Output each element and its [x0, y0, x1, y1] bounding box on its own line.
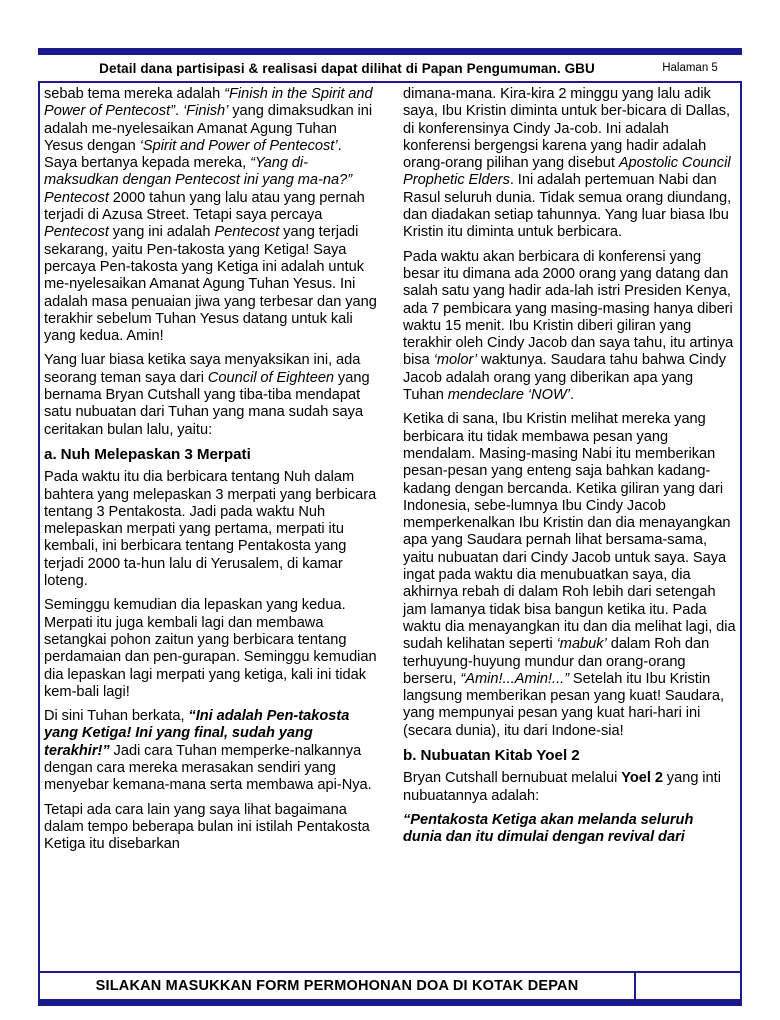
header-page-number: Halaman 5 [662, 62, 718, 74]
right-column-text-run: dimana-mana. Kira-kira 2 minggu yang lalu adik saya, Ibu Kristin diminta untuk ber-bicara di Dallas, di konferensinya Cindy Ja-cob. Ini adalah konferensi bergengsi karena yang hadir adalah orang-orang pilihan yang disebut [403, 86, 731, 172]
left-column-text-run: Tetapi ada cara lain yang saya lihat bagaimana dalam tempo beberapa bulan ini istilah Pentakosta Ketiga itu disebarkan [44, 801, 370, 853]
left-column-paragraph [44, 597, 377, 701]
left-column-text-run: Pada waktu itu dia berbicara tentang Nuh dalam bahtera yang melepaskan 3 merpati yang berbicara tentang 3 Pentakosta. Jadi pada waktu Nuh melepaskan merpati yang pertama, merpati itu kembali, ini berbicara tentang Pentakosta yang terjadi 2000 ta-hun lalu di Yerusalem, di kamar loteng. [44, 469, 377, 590]
right-column-paragraph [403, 770, 736, 805]
left-column-text-run: Pentecost [44, 224, 109, 241]
left-column-paragraph [44, 802, 377, 854]
right-column-paragraph [403, 812, 736, 847]
footer-notice: SILAKAN MASUKKAN FORM PERMOHONAN DOA DI KOTAK DEPAN [95, 978, 579, 994]
right-column-text-run: . [569, 387, 575, 404]
left-column-text-run: “Finish in the Spirit and Power of Pentecost” [44, 86, 373, 120]
left-column-text-run: Seminggu kemudian dia lepaskan yang kedua. Merpati itu juga kembali lagi dan membawa setangkai pohon zaitun yang berbicara tentang perdamaian dan pen-gurapan. Seminggu kemudian dia lepaskan lagi merpati yang ketiga, kali ini tidak kem-bali lagi! [44, 597, 377, 700]
header-top-rule [38, 48, 742, 55]
right-column-paragraph [403, 86, 736, 242]
left-column-text-run: “Yang di-maksudkan dengan Pentecost ini yang ma-na?” [44, 155, 353, 189]
left-column-text-run: . [175, 103, 183, 120]
right-column-text-run: dalam Roh dan terhuyung-huyung mundur dan orang-orang berseru, [403, 636, 710, 687]
left-column-text-run: Pentecost [44, 189, 109, 206]
right-column-text-run: Setelah itu Ibu Kristin langsung memberikan pesan yang kuat! Saudara, yang mempunyai pesan yang kuat hari-hari ini (secara dunia), itu dari Indone-sia! [403, 670, 725, 739]
right-column-text-run: Pada waktu akan berbicara di konferensi yang besar itu dimana ada 2000 orang yang datang dan salah satu yang hadir ada-lah istri Presiden Kenya, ada 7 pembicara yang masing-masing hanya diberi waktu 15 menit. Ibu Kristin diberi giliran yang terakhir oleh Cindy Jacob dan saya tahu, itu artinya bisa [403, 248, 734, 369]
left-column-text-run: Council of Eighteen [207, 369, 335, 386]
right-column [399, 86, 740, 971]
left-column-text-run: Di sini Tuhan berkata, [44, 708, 189, 725]
left-column-text-run: yang bernama Bryan Cutshall yang tiba-tiba mendapat satu nubuatan dari Tuhan yang mana sudah saya ceritakan bulan lalu, yaitu: [44, 369, 370, 438]
right-column-text-run: Ketika di sana, Ibu Kristin melihat mereka yang berbicara itu tidak membawa pesan yang mendalam. Masing-masing Nabi itu memberikan pesan-pesan yang enteng saja bahkan kadang-kadang dengan bercanda. Ketika giliran yang dari Indonesia, sebe-lumnya Ibu Cindy Jacob memperkenalkan Ibu Kristin dan dia menayangkan apa yang Saudara pernah lihat bersama-sama, yaitu nubuatan dari Cindy Jacob untuk saya. Saya ingat pada waktu dia menubuatkan saya, dia akhirnya rebah di dalam Roh lebih dari setengah jam lamanya tidak bisa bangun ketika itu. Pada waktu dia menayangkan itu dan dia melihat lagi, dia sudah kelihatan seperti [403, 411, 736, 653]
left-column-text-run: yang dimaksudkan ini adalah me-nyelesaikan Amanat Agung Tuhan Yesus dengan [44, 103, 373, 154]
right-column-text-run: Apostolic Council Prophetic Elders [403, 155, 731, 189]
right-column-text-run: “Amin!...Amin!...” [460, 670, 570, 687]
left-column-text-run: yang terjadi sekarang, yaitu Pen-takosta yang Ketiga! Saya percaya Pen-takosta yang Ketiga ini adalah untuk me-nyelesaikan Amanat Agung Tuhan Yesus. Ini adalah masa penuaian jiwa yang terbesar dan yang terakhir sebelum Tuhan Yesus datang untuk kali yang kedua. Amin! [44, 224, 377, 345]
footer-box [38, 971, 742, 1001]
left-column-text-run: ‘Spirit and Power of Pentecost’ [139, 137, 338, 154]
right-column-text-run: ‘molor’ [433, 352, 478, 369]
left-column-paragraph [44, 708, 377, 794]
header-title: Detail dana partisipasi & realisasi dapat dilihat di Papan Pengumuman. GBU [99, 60, 595, 76]
left-column-text-run: yang ini adalah [108, 224, 215, 241]
right-column-text-run: yang inti nubuatannya adalah: [403, 770, 721, 804]
left-column-paragraph [44, 86, 377, 345]
right-column-text-run: ‘mabuk’ [556, 636, 607, 653]
left-column-text-run: 2000 tahun yang lalu atau yang pernah terjadi di Azusa Street. Tetapi saya percaya [44, 189, 365, 224]
left-column-paragraph [44, 469, 377, 590]
right-column-text-run: Yoel 2 [621, 770, 663, 787]
right-column-text-run: waktunya. Saudara tahu bahwa Cindy Jacob adalah orang yang diberikan apa yang Tuhan [403, 352, 727, 404]
right-column-subheading [403, 747, 736, 764]
left-column-text-run: sebab tema mereka adalah [44, 86, 225, 102]
left-column-paragraph [44, 352, 377, 438]
page-header [38, 55, 742, 81]
left-column-text-run: a. Nuh Melepaskan 3 Merpati [44, 445, 251, 463]
left-column-text-run: . Saya bertanya kepada mereka, [44, 137, 342, 172]
right-column-paragraph [403, 411, 736, 740]
footer-spacer-cell [634, 973, 740, 999]
article-body [40, 86, 740, 971]
left-column-text-run: Jadi cara Tuhan memperke-nalkannya dengan cara mereka merasakan sendiri yang menyebar kemana-mana serta membawa api-Nya. [44, 742, 372, 794]
left-column-text-run: ‘Finish’ [182, 103, 229, 120]
left-column-subheading [44, 446, 377, 463]
left-column-text-run: Pentecost [214, 224, 280, 241]
right-column-text-run: b. Nubuatan Kitab Yoel 2 [403, 746, 580, 764]
right-column-text-run: “Pentakosta Ketiga akan melanda seluruh dunia dan itu dimulai dengan revival dari [403, 811, 694, 846]
left-column-text-run: Yang luar biasa ketika saya menyaksikan ini, ada seorang teman saya dari [44, 352, 361, 386]
right-column-text-run: mendeclare ‘NOW’ [447, 387, 570, 404]
footer-bottom-rule [38, 1001, 742, 1006]
left-column [40, 86, 381, 971]
left-column-text-run: “Ini adalah Pen-takosta yang Ketiga! Ini yang final, sudah yang terakhir!” [44, 708, 350, 759]
right-column-text-run: Bryan Cutshall bernubuat melalui [403, 770, 622, 787]
right-column-paragraph [403, 249, 736, 405]
right-column-text-run: . Ini adalah pertemuan Nabi dan Rasul seluruh dunia. Tidak semua orang diundang, dan diadakan setiap tahunnya. Yang luar biasa Ibu Kristin itu diminta untuk berbicara. [403, 172, 732, 241]
